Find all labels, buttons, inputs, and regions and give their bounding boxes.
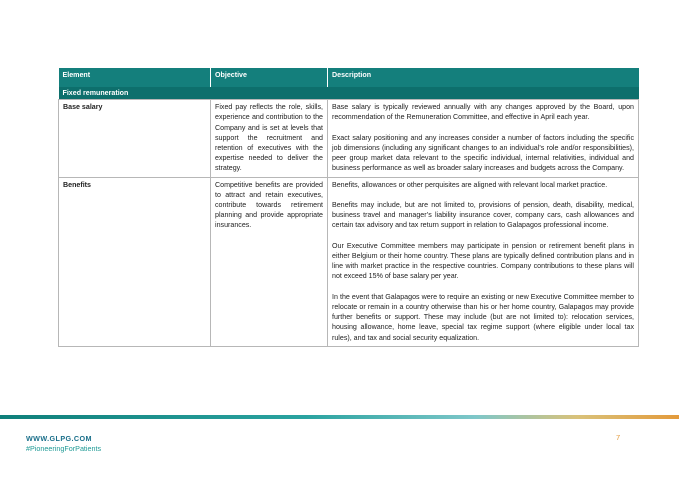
section-row [59, 87, 639, 100]
header-objective: Objective [211, 68, 328, 87]
row-element-base-salary: Base salary [59, 100, 211, 177]
row-description-benefits [328, 177, 639, 346]
row-objective-base-salary: Fixed pay reflects the role, skills, experience and contribution to the Company and is set at levels that support the recruitment and retention of executives with the expertise needed to deliver the strategy. [211, 100, 328, 177]
section-label: Fixed remuneration [59, 87, 639, 100]
remuneration-table [58, 68, 639, 347]
footer-tagline: #PioneeringForPatients [26, 444, 102, 453]
header-element: Element [59, 68, 211, 87]
row-description-base-salary [328, 100, 639, 177]
table-row [59, 100, 639, 177]
description-paragraph: Our Executive Committee members may participate in pension or retirement benefit plans in either Belgium or their home country. These plans are typically defined contribution plans and in line with market practice in the respective countries. Company contributions to these plans will not exceed 15% of base salary per year. [332, 241, 634, 281]
description-paragraph: In the event that Galapagos were to require an existing or new Executive Committee member to relocate or remain in a country otherwise than his or her home country, Galapagos may provide further benefits or support. These may include (but are not limited to): relocation services, housing allowance, home leave, special tax regime support (where eligible under local tax rules), and tax and social security equalization. [332, 292, 634, 342]
header-description: Description [328, 68, 639, 87]
description-paragraph: Base salary is typically reviewed annually with any changes approved by the Board, upon recommendation of the Remuneration Committee, and effective in April each year. [332, 103, 634, 122]
description-paragraph: Exact salary positioning and any increases consider a number of factors including the specific job dimensions (including any significant changes to an individual’s role and/or responsibilities), peer group market data relevant to the specific individual, internal relativities, individual and business performance as well as broader salary increases and budgets across the Company. [332, 133, 634, 173]
footer-website-link[interactable]: WWW.GLPG.COM [26, 434, 92, 443]
description-paragraph: Benefits, allowances or other perquisites are aligned with relevant local market practice. [332, 180, 608, 189]
page-number: 7 [616, 433, 621, 442]
footer-gradient-bar [0, 415, 679, 419]
row-objective-benefits: Competitive benefits are provided to attract and retain executives, contribute towards retirement planning and provide appropriate insurances. [211, 177, 328, 346]
description-paragraph: Benefits may include, but are not limited to, provisions of pension, death, disability, medical, business travel and manager’s liability insurance cover, company cars, cash allowances and certain tax advisory and tax return support in relation to Galapagos professional income. [332, 201, 634, 230]
table-row [59, 177, 639, 346]
table-header-row [59, 68, 639, 87]
row-element-benefits: Benefits [59, 177, 211, 346]
